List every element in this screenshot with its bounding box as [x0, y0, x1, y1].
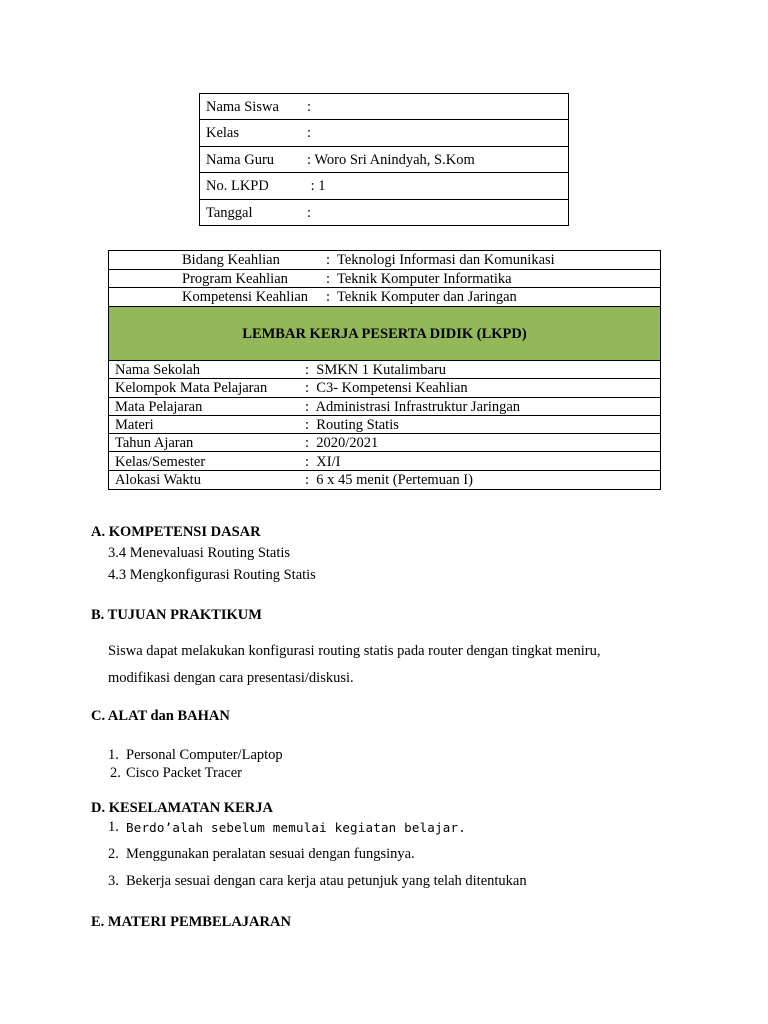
info-row-academic-year: [109, 434, 660, 452]
row-label: Kelas: [206, 125, 240, 142]
section-a-item-1: 3.4 Menevaluasi Routing Statis: [108, 545, 291, 561]
row-value: : Teknik Komputer Informatika: [326, 270, 512, 287]
section-e-heading: E. MATERI PEMBELAJARAN: [91, 914, 291, 930]
list-number: 2.: [108, 846, 119, 862]
lkpd-info-table: [108, 250, 661, 490]
info-row-time-allocation: [109, 471, 660, 489]
list-text: Berdo’alah sebelum memulai kegiatan belajar.: [126, 820, 466, 835]
info-row-subject: [109, 398, 660, 416]
list-number: 3.: [108, 873, 119, 889]
info-row-material: [109, 416, 660, 434]
header-row-kompetensi: [109, 288, 660, 307]
section-a-item-2: 4.3 Mengkonfigurasi Routing Statis: [108, 567, 316, 583]
section-b-line-1: Siswa dapat melakukan konfigurasi routing statis pada router dengan tingkat meniru,: [108, 643, 601, 659]
row-value: : 2020/2021: [305, 435, 379, 452]
row-label: Nama Sekolah: [115, 362, 200, 378]
list-number: 1.: [108, 819, 119, 835]
row-value: : XI/I: [305, 453, 341, 470]
list-text: Cisco Packet Tracer: [126, 765, 242, 781]
row-label: Materi: [115, 416, 154, 433]
row-label: Tahun Ajaran: [115, 435, 194, 452]
student-row-class: [200, 120, 568, 146]
section-b-line-2: modifikasi dengan cara presentasi/diskusi.: [108, 670, 354, 686]
row-value: : Teknik Komputer dan Jaringan: [326, 289, 517, 305]
row-value: :: [307, 125, 312, 142]
list-item: [108, 873, 608, 891]
row-label: Kelas/Semester: [115, 453, 206, 470]
row-label: Tanggal: [206, 204, 253, 221]
row-label: Alokasi Waktu: [115, 471, 201, 488]
row-value: :: [307, 204, 312, 221]
row-value: : 6 x 45 menit (Pertemuan I): [305, 471, 473, 488]
row-label: Bidang Keahlian: [182, 252, 280, 268]
row-value: :: [307, 99, 312, 115]
row-label: Kompetensi Keahlian: [182, 289, 309, 305]
row-label: Nama Guru: [206, 151, 275, 168]
header-row-bidang: [109, 251, 660, 270]
list-text: Menggunakan peralatan sesuai dengan fungsinya.: [126, 846, 415, 862]
list-item: [110, 765, 410, 783]
list-item: [108, 846, 508, 864]
list-text: Bekerja sesuai dengan cara kerja atau petunjuk yang telah ditentukan: [126, 873, 527, 889]
list-item: [108, 747, 408, 765]
list-number: 2.: [110, 765, 121, 781]
student-row-date: [200, 200, 568, 226]
student-row-name: [200, 94, 568, 120]
row-value: : Teknologi Informasi dan Komunikasi: [326, 252, 555, 268]
list-number: 1.: [108, 747, 119, 763]
student-row-teacher: [200, 147, 568, 173]
row-value: : Routing Statis: [305, 416, 399, 433]
row-label: Nama Siswa: [206, 99, 279, 115]
section-c-heading: C. ALAT dan BAHAN: [91, 708, 230, 724]
row-label: Program Keahlian: [182, 270, 288, 287]
student-info-table: [199, 93, 569, 226]
row-value: : C3- Kompetensi Keahlian: [305, 380, 468, 397]
student-row-lkpd-number: [200, 173, 568, 199]
school-info-block: [109, 361, 660, 489]
section-b-heading: B. TUJUAN PRAKTIKUM: [91, 607, 262, 623]
lkpd-title-banner: LEMBAR KERJA PESERTA DIDIK (LKPD): [109, 307, 660, 361]
info-row-subject-group: [109, 379, 660, 397]
section-d-heading: D. KESELAMATAN KERJA: [91, 800, 273, 816]
info-row-school: [109, 361, 660, 379]
row-label: Mata Pelajaran: [115, 398, 203, 415]
row-value: : 1: [307, 178, 326, 195]
row-value: : Woro Sri Anindyah, S.Kom: [307, 151, 475, 168]
list-text: Personal Computer/Laptop: [126, 747, 283, 763]
row-label: No. LKPD: [206, 178, 269, 195]
info-row-class-semester: [109, 453, 660, 471]
row-label: Kelompok Mata Pelajaran: [115, 380, 268, 397]
list-item: [108, 819, 508, 837]
row-value: : SMKN 1 Kutalimbaru: [305, 362, 446, 378]
header-row-program: [109, 270, 660, 289]
row-value: : Administrasi Infrastruktur Jaringan: [305, 398, 521, 415]
section-a-heading: A. KOMPETENSI DASAR: [91, 524, 261, 540]
